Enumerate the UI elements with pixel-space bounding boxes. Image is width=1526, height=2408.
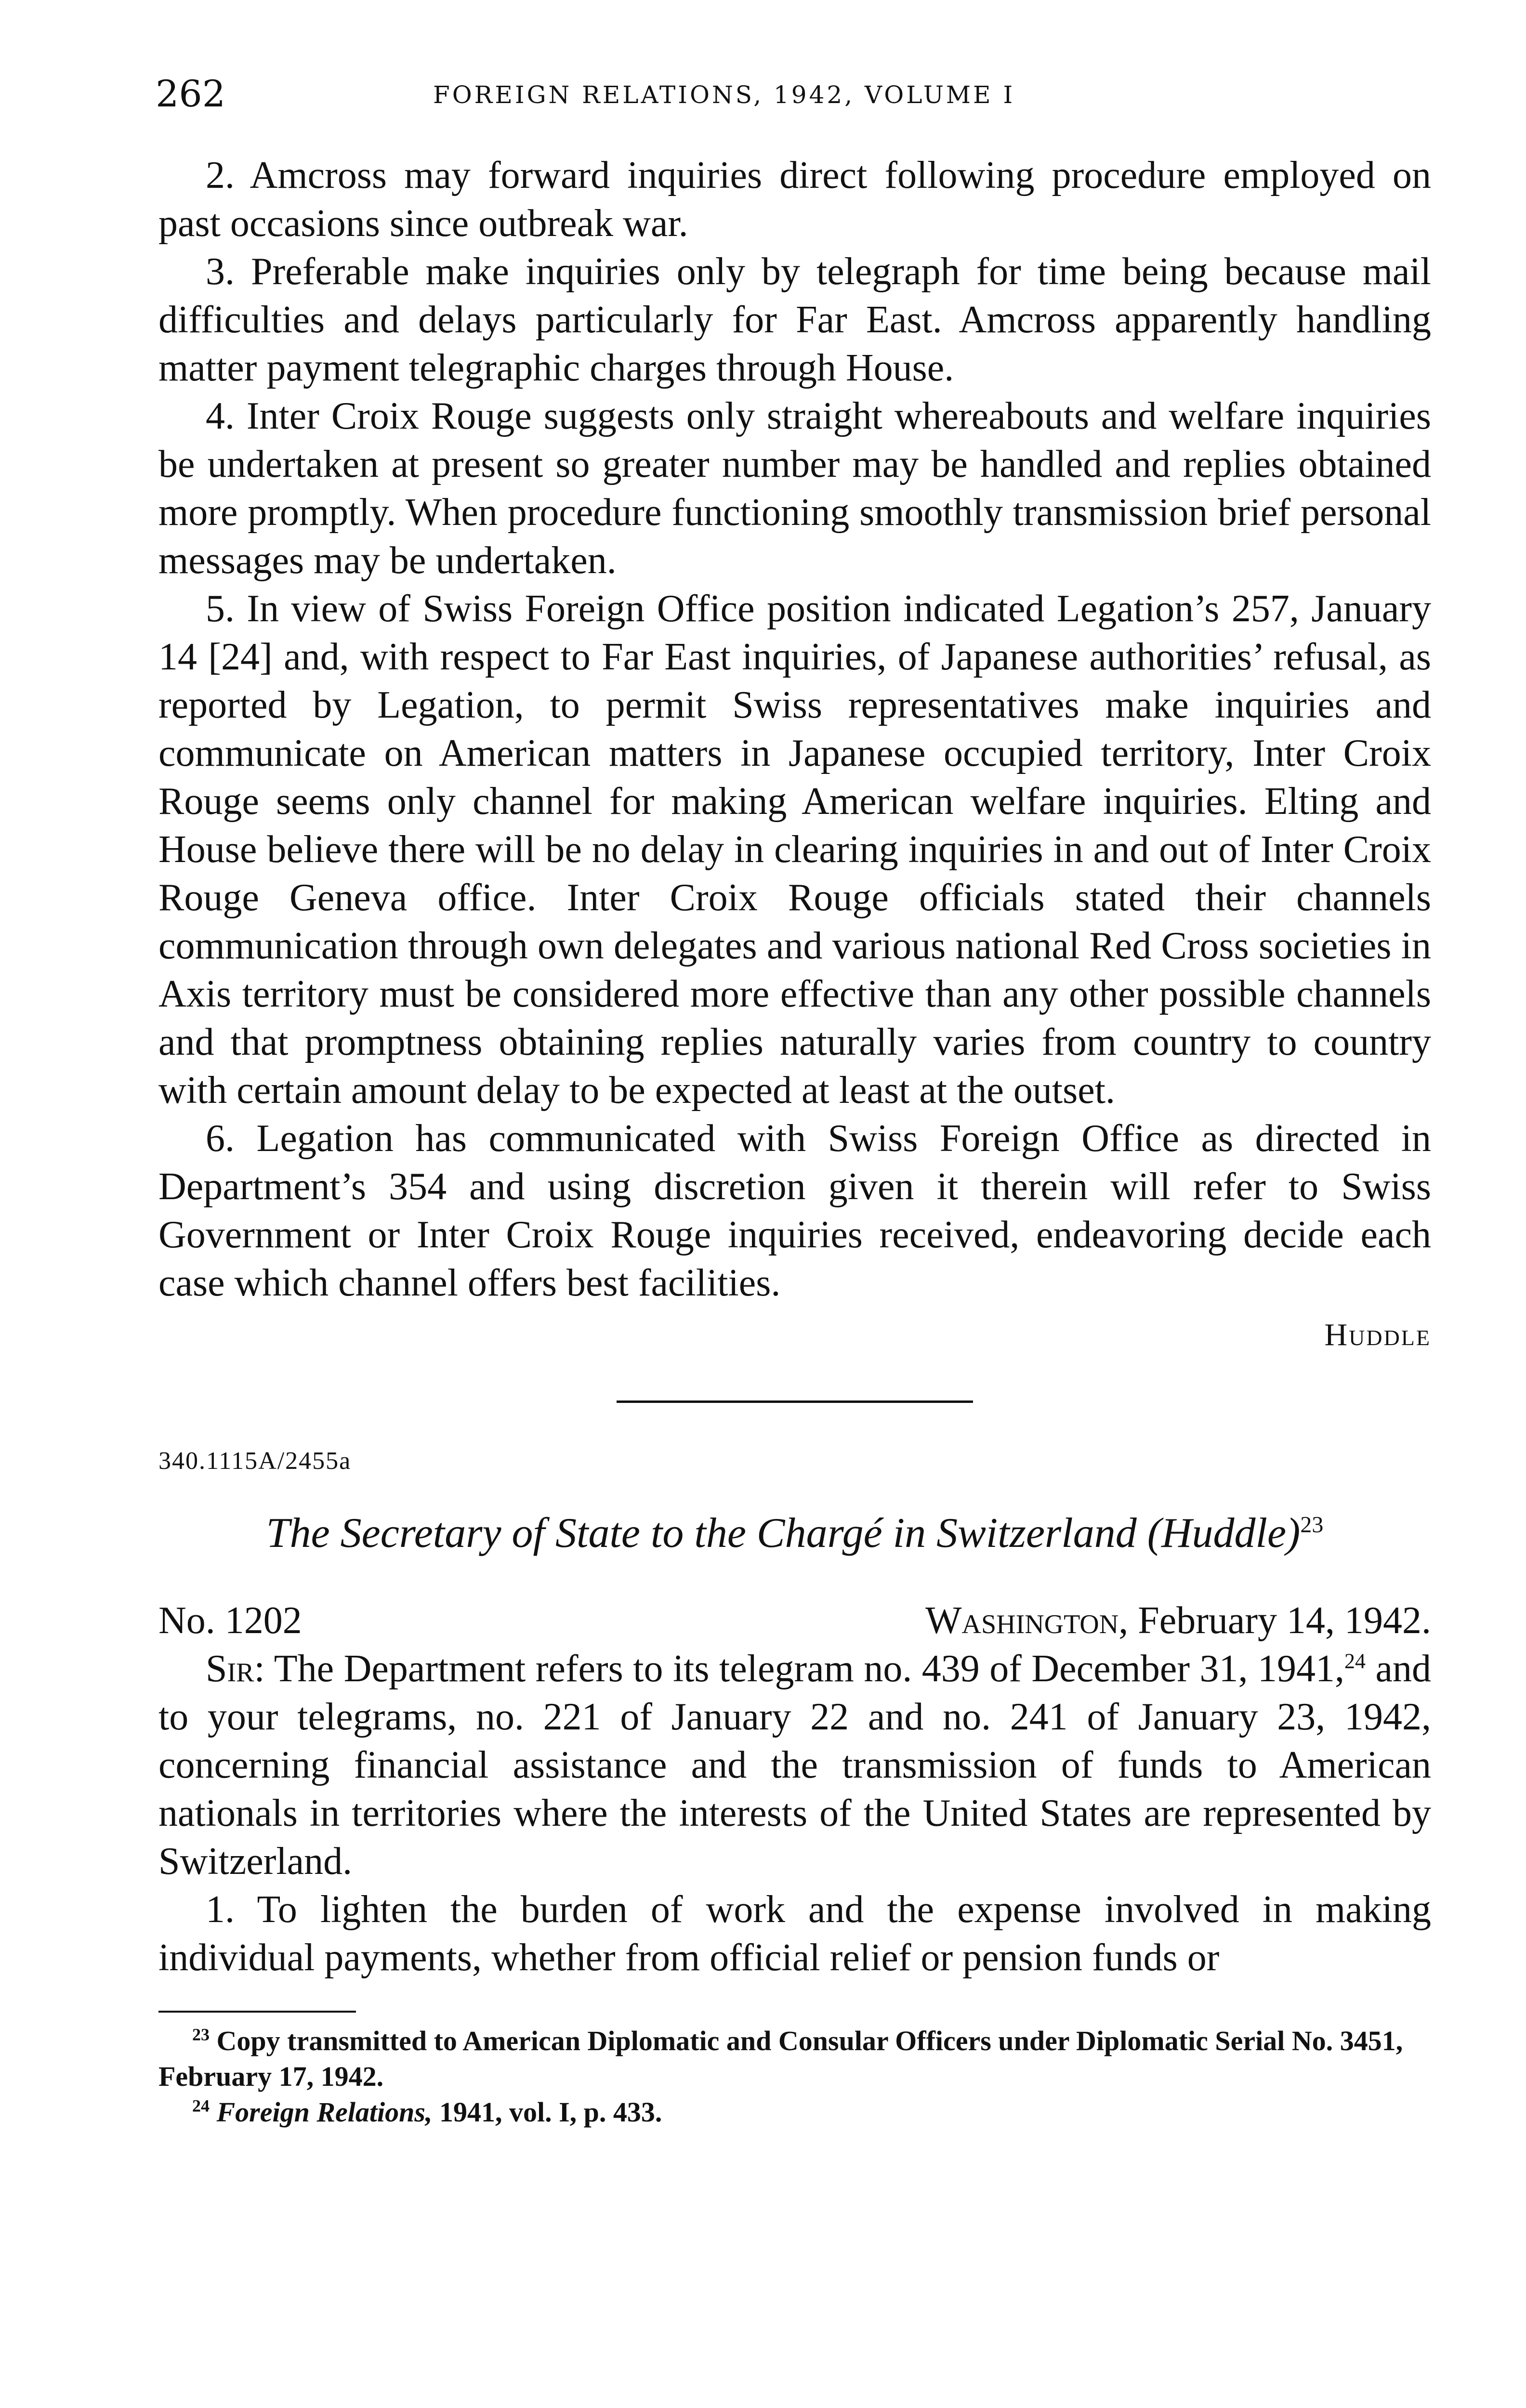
- section-divider: [617, 1400, 973, 1403]
- footnote-divider: [158, 2011, 356, 2013]
- file-number: 340.1115A/2455a: [158, 1447, 352, 1475]
- telegram-body: [158, 151, 1431, 1307]
- date: February 14, 1942.: [1138, 1599, 1431, 1642]
- footnote-ref-24: 24: [1344, 1649, 1366, 1673]
- telegram-paragraph-4: 4. Inter Croix Rouge suggests only straight whereabouts and welfare inquiries be undertaken at present so greater number may be handled and replies obtained more promptly. When procedure functioning smoothly transmission brief personal messages may be undertaken.: [158, 395, 1431, 582]
- dateline: [158, 1597, 1431, 1645]
- intro-text-a: : The Department refers to its telegram no. 439 of December 31, 1941,: [254, 1648, 1345, 1690]
- footnote-24-mark: 24: [192, 2096, 210, 2116]
- letter-paragraph-intro: [158, 1645, 1431, 1885]
- footnote-24: [158, 2094, 1431, 2130]
- letter-body: [158, 1645, 1431, 1982]
- footnote-23: [158, 2023, 1431, 2094]
- document-title: [158, 1507, 1431, 1560]
- place-date: Washington, February 14, 1942.: [925, 1599, 1431, 1642]
- footnotes: [158, 2023, 1431, 2130]
- telegram-paragraph-2: 2. Amcross may forward inquiries direct following procedure employed on past occasions since outbreak war.: [158, 154, 1431, 245]
- place: Washington: [925, 1599, 1119, 1642]
- page-number: 262: [156, 72, 226, 115]
- page-header: [158, 72, 1431, 125]
- document-title-text: The Secretary of State to the Chargé in Switzerland (Huddle): [266, 1510, 1301, 1557]
- letter-paragraph-1: 1. To lighten the burden of work and the expense involved in making individual payments, whether from official relief or pension funds or: [158, 1888, 1431, 1979]
- document-page: [158, 72, 1431, 2130]
- footnote-23-mark: 23: [192, 2025, 210, 2044]
- intro-text-b: and to your telegrams, no. 221 of January 22 and no. 241 of January 23, 1942, concerning financial assistance and the transmission of funds to American nationals in territories where the interests of the United States are represented by Switzerland.: [158, 1648, 1431, 1883]
- footnote-24-text: 1941, vol. I, p. 433.: [432, 2096, 662, 2128]
- telegram-paragraph-6: 6. Legation has communicated with Swiss Foreign Office as directed in Department’s 354 and using discretion given it therein will refer to Swiss Government or Inter Croix Rouge inquiries received, endeavoring decide each case which channel offers best facilities.: [158, 1117, 1431, 1304]
- telegram-paragraph-5: 5. In view of Swiss Foreign Office position indicated Legation’s 257, January 14 [24] and, with respect to Far East inquiries, of Japanese authorities’ refusal, as reported by Legation, to permit Swiss representatives make inquiries and communicate on American matters in Japanese occupied territory, Inter Croix Rouge seems only channel for making American welfare inquiries. Elting and House believe there will be no delay in clearing inquiries in and out of Inter Croix Rouge Geneva office. Inter Croix Rouge officials stated their channels communication through own delegates and various national Red Cross societies in Axis territory must be considered more effective than any other possible channels and that promptness obtaining replies naturally varies from country to country with certain amount delay to be expected at least at the outset.: [158, 588, 1431, 1112]
- running-title: FOREIGN RELATIONS, 1942, VOLUME I: [433, 81, 1015, 109]
- footnote-23-text: Copy transmitted to American Diplomatic and Consular Officers under Diplomatic Serial No. 3451, February 17, 1942.: [158, 2025, 1403, 2092]
- telegram-paragraph-3: 3. Preferable make inquiries only by telegraph for time being because mail difficulties and delays particularly for Far East. Amcross apparently handling matter payment telegraphic charges through House.: [158, 250, 1431, 389]
- document-number: No. 1202: [158, 1599, 302, 1642]
- footnote-24-title: Foreign Relations,: [216, 2096, 433, 2128]
- salutation: Sir: [206, 1648, 254, 1690]
- title-footnote-ref: 23: [1300, 1512, 1324, 1538]
- signature: Huddle: [1324, 1317, 1431, 1352]
